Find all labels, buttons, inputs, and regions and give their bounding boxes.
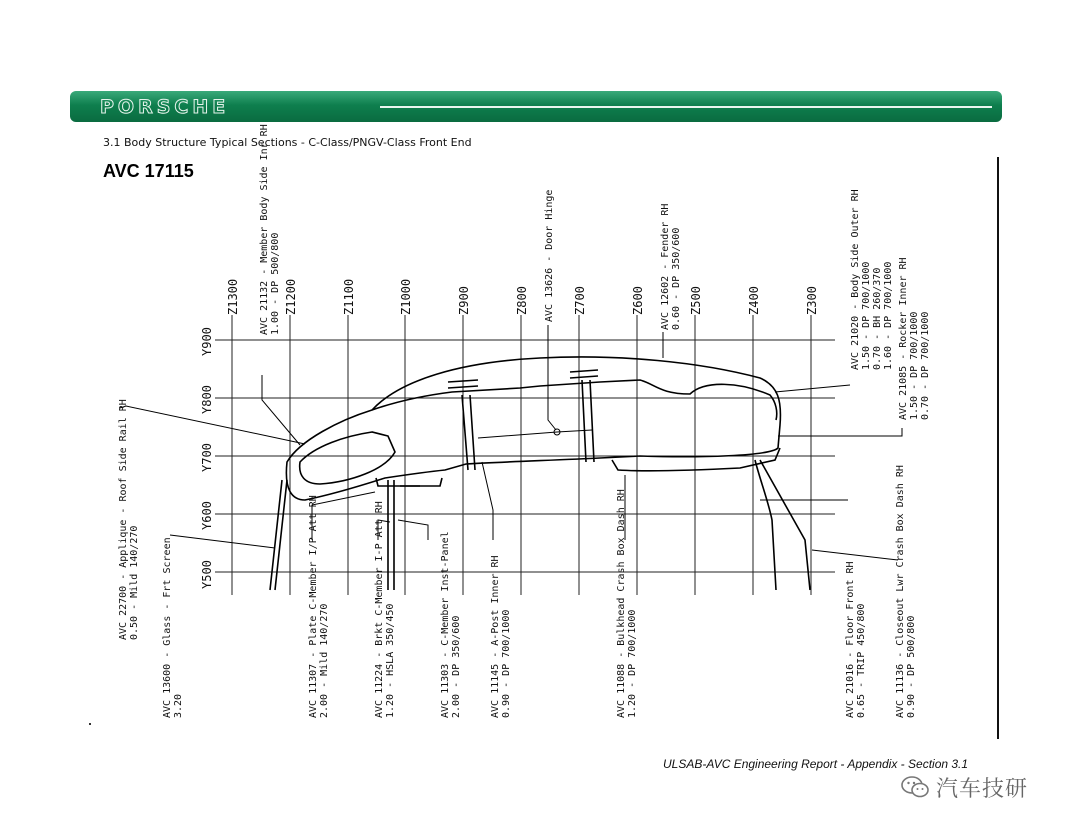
brand-logo: PORSCHE [100, 96, 230, 118]
wechat-icon [900, 774, 930, 800]
z-label: Z600 [631, 286, 645, 315]
part-label: AVC 21132 - Member Body Side Inr RH [259, 124, 270, 335]
part-label: AVC 21020 - Body Side Outer RH [850, 189, 861, 370]
z-label: Z400 [747, 286, 761, 315]
part-label: 1.50 - DP 700/1000 [861, 261, 872, 370]
page-title: AVC 17115 [103, 161, 194, 181]
z-label: Z1300 [226, 278, 240, 315]
y-label: Y500 [200, 560, 214, 589]
part-label: AVC 11145 - A-Post Inner RH [490, 555, 501, 718]
part-label: 0.70 - BH 260/370 [872, 267, 883, 370]
part-label: 1.50 - DP 700/1000 [909, 311, 920, 420]
part-label: 0.65 - TRIP 450/800 [856, 603, 867, 718]
part-label: AVC 13626 - Door Hinge [544, 189, 555, 322]
z-label: Z1100 [342, 278, 356, 315]
part-label: 1.20 - DP 700/1000 [627, 609, 638, 718]
part-label: 1.60 - DP 700/1000 [883, 261, 894, 370]
part-label: 1.20 - HSLA 350/450 [385, 603, 396, 718]
bottom-part-labels [118, 399, 917, 718]
y-label: Y800 [200, 385, 214, 414]
part-label: 0.60 - DP 350/600 [671, 227, 682, 330]
y-label: Y700 [200, 443, 214, 472]
part-label: AVC 11307 - Plate C-Member I/P Att RH [308, 495, 319, 718]
part-label: 3.20 [173, 693, 184, 718]
part-label: AVC 21085 - Rocker Inner RH [898, 257, 909, 420]
y-label: Y600 [200, 501, 214, 530]
watermark [900, 772, 1028, 802]
part-label: AVC 22700 - Applique - Roof Side Rail RH [118, 399, 129, 640]
part-label: 2.00 - Mild 140/270 [319, 603, 330, 718]
part-label: 0.70 - DP 700/1000 [920, 311, 931, 420]
part-label: 2.00 - DP 350/600 [451, 615, 462, 718]
z-label: Z300 [805, 286, 819, 315]
part-label: AVC 12602 - Fender RH [660, 203, 671, 330]
part-label: AVC 11136 - Closeout Lwr Crash Box Dash RH [895, 465, 906, 718]
part-label: 0.90 - DP 700/1000 [501, 609, 512, 718]
z-label: Z700 [573, 286, 587, 315]
report-footer: ULSAB-AVC Engineering Report - Appendix - Section 3.1 [663, 757, 969, 771]
part-label: 0.50 - Mild 140/270 [129, 525, 140, 640]
z-label: Z900 [457, 286, 471, 315]
body-section-outline [270, 357, 810, 590]
z-label: Z1200 [284, 278, 298, 315]
z-axis-labels [226, 279, 819, 315]
z-label: Z800 [515, 286, 529, 315]
part-label: AVC 13600 - Glass - Frt Screen [162, 537, 173, 718]
part-label: AVC 11303 - C-Member Inst-Panel [440, 531, 451, 718]
y-label: Y900 [200, 327, 214, 356]
z-label: Z1000 [399, 278, 413, 315]
part-label: AVC 21016 - Floor Front RH [845, 561, 856, 718]
z-label: Z500 [689, 286, 703, 315]
section-title: 3.1 Body Structure Typical Sections - C-Class/PNGV-Class Front End [103, 136, 472, 149]
watermark-text: 汽车技研 [936, 776, 1029, 802]
part-label: 0.90 - DP 500/800 [906, 615, 917, 718]
y-axis-labels [200, 327, 214, 589]
part-label: AVC 11224 - Brkt C-Member I-P Att RH [374, 501, 385, 718]
part-label: AVC 11088 - Bulkhead Crash Box Dash RH [616, 489, 627, 718]
part-label: 1.00 - DP 500/800 [270, 232, 281, 335]
